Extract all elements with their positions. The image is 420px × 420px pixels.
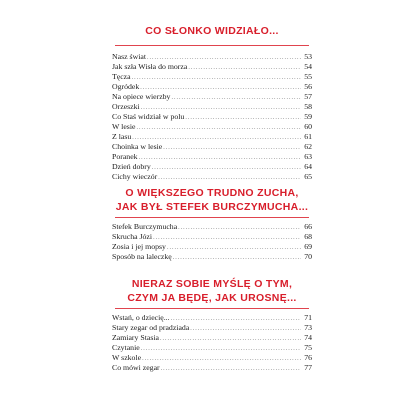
- section-divider: [115, 45, 309, 46]
- toc-entry: [112, 333, 312, 343]
- toc-entry: [112, 222, 312, 232]
- toc-entry: [112, 62, 312, 72]
- entry-title: W lesie: [112, 122, 136, 131]
- toc-section-stefek-burczymucha: [112, 186, 312, 262]
- entry-title: Wstań, o dziecię...: [112, 313, 170, 322]
- dot-leader: [158, 173, 301, 183]
- entry-page-number: 63: [304, 152, 312, 161]
- toc-entry: [112, 52, 312, 62]
- entry-title: Jak szła Wisła do morza: [112, 62, 188, 71]
- entry-page-number: 62: [304, 142, 312, 151]
- entry-title: Co Staś widział w polu: [112, 112, 185, 121]
- dot-leader: [188, 63, 301, 73]
- toc-entry: [112, 232, 312, 242]
- dot-leader: [142, 354, 301, 364]
- toc-entry: [112, 102, 312, 112]
- entry-page-number: 74: [304, 333, 312, 342]
- toc-entry: [112, 162, 312, 172]
- toc-list: [112, 52, 312, 182]
- dot-leader: [185, 113, 301, 123]
- entry-title: Zamiary Stasia: [112, 333, 159, 342]
- dot-leader: [139, 153, 301, 163]
- dot-leader: [171, 314, 301, 324]
- toc-entry: [112, 72, 312, 82]
- toc-section-czym-ja-bede: [112, 277, 312, 373]
- toc-entry: [112, 112, 312, 122]
- dot-leader: [153, 233, 301, 243]
- entry-title: Sposób na laleczkę: [112, 252, 172, 261]
- entry-page-number: 66: [304, 222, 312, 231]
- dot-leader: [171, 93, 301, 103]
- dot-leader: [161, 364, 301, 374]
- entry-page-number: 56: [304, 82, 312, 91]
- toc-entry: [112, 152, 312, 162]
- toc-entry: [112, 323, 312, 333]
- toc-list: [112, 313, 312, 373]
- entry-title: Skrucha Józi: [112, 232, 153, 241]
- entry-title: Zosia i jej mopsy: [112, 242, 166, 251]
- toc-entry: [112, 363, 312, 373]
- toc-entry: [112, 313, 312, 323]
- entry-title: Tęcza: [112, 72, 131, 81]
- entry-page-number: 53: [304, 52, 312, 61]
- entry-page-number: 60: [304, 122, 312, 131]
- entry-title: Czytanie: [112, 343, 140, 352]
- toc-entry: [112, 82, 312, 92]
- entry-page-number: 71: [304, 313, 312, 322]
- toc-entry: [112, 353, 312, 363]
- toc-entry: [112, 242, 312, 252]
- dot-leader: [152, 163, 301, 173]
- entry-page-number: 69: [304, 242, 312, 251]
- entry-title: W szkole: [112, 353, 142, 362]
- entry-title: Cichy wieczór: [112, 172, 158, 181]
- entry-title: Orzeszki: [112, 102, 140, 111]
- toc-entry: [112, 252, 312, 262]
- toc-entry: [112, 172, 312, 182]
- section-heading: [112, 186, 312, 214]
- section-heading-line: O WIĘKSZEGO TRUDNO ZUCHA,: [125, 187, 299, 199]
- entry-page-number: 54: [304, 62, 312, 71]
- entry-page-number: 64: [304, 162, 312, 171]
- entry-page-number: 58: [304, 102, 312, 111]
- entry-page-number: 68: [304, 232, 312, 241]
- toc-section-co-slonko-widzialo: [112, 24, 312, 182]
- entry-page-number: 76: [304, 353, 312, 362]
- dot-leader: [190, 324, 301, 334]
- entry-title: Ogródek: [112, 82, 140, 91]
- section-heading: [112, 24, 312, 38]
- entry-page-number: 61: [304, 132, 312, 141]
- entry-page-number: 75: [304, 343, 312, 352]
- dot-leader: [136, 123, 301, 133]
- section-heading-line: CZYM JA BĘDĘ, JAK UROSNĘ...: [127, 292, 297, 304]
- section-heading-line: JAK BYŁ STEFEK BURCZYMUCHA...: [115, 201, 309, 213]
- entry-title: Stefek Burczymucha: [112, 222, 178, 231]
- dot-leader: [141, 344, 301, 354]
- section-divider: [115, 308, 309, 309]
- toc-entry: [112, 132, 312, 142]
- entry-title: Stary zegar od pradziada: [112, 323, 190, 332]
- dot-leader: [160, 334, 301, 344]
- toc-entry: [112, 92, 312, 102]
- entry-title: Poranek: [112, 152, 138, 161]
- entry-title: Co mówi zegar: [112, 363, 160, 372]
- section-heading-line: CO SŁONKO WIDZIAŁO...: [145, 25, 279, 37]
- dot-leader: [173, 253, 301, 263]
- section-heading-line: NIERAZ SOBIE MYŚLĘ O TYM,: [131, 278, 293, 290]
- toc-entry: [112, 343, 312, 353]
- dot-leader: [163, 143, 301, 153]
- entry-title: Choinka w lesie: [112, 142, 163, 151]
- dot-leader: [167, 243, 301, 253]
- entry-page-number: 77: [304, 363, 312, 372]
- section-heading: [112, 277, 312, 305]
- entry-page-number: 73: [304, 323, 312, 332]
- entry-title: Nasz świat: [112, 52, 146, 61]
- entry-page-number: 65: [304, 172, 312, 181]
- entry-page-number: 57: [304, 92, 312, 101]
- toc-entry: [112, 142, 312, 152]
- entry-title: Na opiece wierzby: [112, 92, 171, 101]
- entry-page-number: 70: [304, 252, 312, 261]
- toc-entry: [112, 122, 312, 132]
- entry-page-number: 55: [304, 72, 312, 81]
- entry-title: Dzień dobry: [112, 162, 151, 171]
- dot-leader: [132, 73, 301, 83]
- dot-leader: [178, 223, 301, 233]
- entry-page-number: 59: [304, 112, 312, 121]
- toc-list: [112, 222, 312, 262]
- entry-title: Z lasu: [112, 132, 132, 141]
- section-divider: [115, 217, 309, 218]
